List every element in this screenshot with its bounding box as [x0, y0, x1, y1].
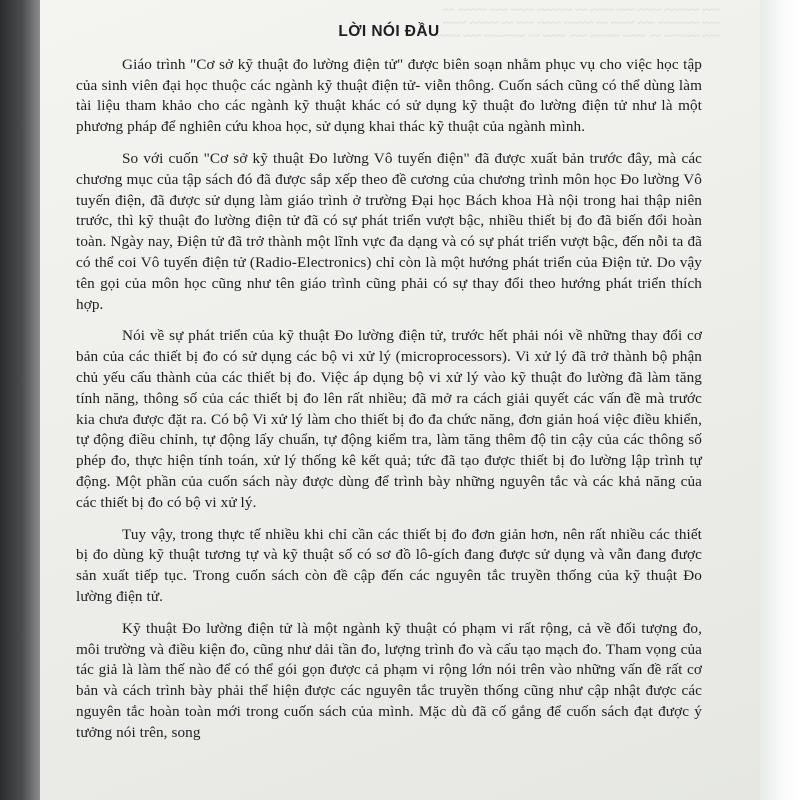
page-title: LỜI NÓI ĐẦU	[338, 23, 440, 40]
paragraph-2: So với cuốn "Cơ sở kỹ thuật Đo lường Vô tuyến điện" đã được xuất bản trước đây, mà các chương mục của tập sách đó đã được sắp xếp theo đề cương của chương trình môn học Đo lường Vô tuyến điện, đã được sử dụng làm giáo trình ở trường Đại học Bách khoa Hà nội trong hai thập niên trước, thì kỹ thuật đo lường điện tử đã có sự phát triển vượt bậc, nhiều thiết bị đo đã biến đổi hoàn toàn. Ngày nay, Điện tử đã trở thành một lĩnh vực đa dạng và có sự phát triển vượt bậc, đến nỗi ta đã có thể coi Vô tuyến điện tử (Radio-Electronics) chỉ còn là một hướng phát triển của Điện tử. Do vậy tên gọi của môn học cũng như tên giáo trình cũng phải có sự thay đổi theo hướng phát triển thích hợp.	[76, 149, 702, 313]
spine-shadow	[0, 0, 40, 800]
preface-text	[76, 22, 702, 755]
paragraph-4: Tuy vậy, trong thực tế nhiều khi chỉ cần các thiết bị đo đơn giản hơn, nên rất nhiều các thiết bị đo dùng kỹ thuật tương tự và kỹ thuật số có sơ đồ lô-gích đang được sử dụng và vẫn đang được sản xuất tiếp tục. Trong cuốn sách còn đề cập đến các nguyên tắc truyền thống của kỹ thuật Đo lường điện tử.	[76, 525, 702, 605]
paragraph-3: Nói về sự phát triển của kỹ thuật Đo lường điện tử, trước hết phải nói về những thay đổi cơ bản của các thiết bị đo có sử dụng các bộ vi xử lý (microprocessors). Vi xử lý đã trở thành bộ phận chủ yếu cấu thành của các thiết bị đo. Việc áp dụng bộ vi xử lý vào kỹ thuật đo lường đã làm tăng tính năng, thông số của các thiết bị đo lên rất nhiều; đã mở ra cách giải quyết các vấn đề mà trước kia chưa được đặt ra. Có bộ Vi xử lý làm cho thiết bị đo đa chức năng, đơn giản hoá việc điều khiển, tự động điều chỉnh, tự động lấy chuẩn, tự động kiểm tra, làm tăng thêm độ tin cậy của các thông số phép đo, thực hiện tính toán, xử lý thống kê kết quả; tức đã tạo được thiết bị đo lường lập trình tự động. Một phần của cuốn sách này được dùng để trình bày những nguyên tắc và các khả năng của các thiết bị đo có bộ vi xử lý.	[76, 327, 702, 511]
paragraph-5: Kỹ thuật Đo lường điện tử là một ngành kỹ thuật có phạm vi rất rộng, cả về đối tượng đo, môi trường và điều kiện đo, cũng như dải tần đo, lượng trình đo và cấu tạo mạch đo. Tham vọng của tác giả là làm thế nào để có thể gói gọn được cả phạm vi rộng lớn nói trên vào những vấn đề rất cơ bản và cách trình bày phải thể hiện được các nguyên tắc truyền thống cũng như cập nhật được các nguyên tắc hoàn toàn mới trong cuốn sách của mình. Mặc dù đã cố gắng để cuốn sách đạt được ý tưởng nói trên, song	[76, 619, 702, 741]
paragraph-1: Giáo trình "Cơ sở kỹ thuật đo lường điện tử" được biên soạn nhằm phục vụ cho việc học tập của sinh viên đại học thuộc các ngành kỹ thuật điện tử- viễn thông. Cuốn sách cũng có thể dùng làm tài liệu tham khảo cho các ngành kỹ thuật khác có sử dụng kỹ thuật đo lường điện tử như là một phương pháp để nghiên cứu khoa học, sử dụng khai thác kỹ thuật của ngành mình.	[76, 55, 702, 136]
page-edge-highlight	[760, 0, 800, 800]
bleed-through-text: ~~~ ~~~~~~ ~~~~ ~~~ ~~~~ ~~ ~~~~~~ ~~~~ ~~~ ~~~~~ ~~ ~~~ ~~~~~~~ ~~~ ~~~~ ~~ ~~~~~ ~~~~ ~~~ ~~ ~~~~~ ~~~~ ~~~ ~~~~~~ ~~ ~~~~ ~~~~~ ~~~ ~~~~ ~~ ~~~~~~~ ~~~ ~~~~	[436, 4, 720, 42]
